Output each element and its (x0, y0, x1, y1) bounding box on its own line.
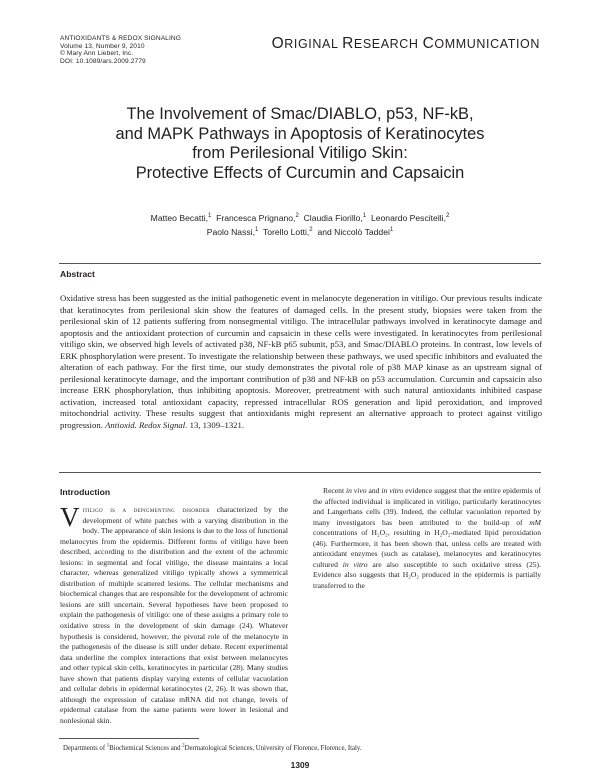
paragraph: Recent in vivo and in vitro evidence suggest that the entire epidermis of the affected individual is implicated in vitiligo, particularly keratinocytes and Langerhans cells (39). Indeed, the cellular vacuolation reported by many investigators has been attributed to the build-up of mM concentrations of H₂O₂, resulting in H₂O₂-mediated lipid peroxidation (46). Furthermore, it has been shown that, unless cells are treated with antioxidant enzymes (such as catalase), melanocytes and keratinocytes cultured in vitro are also susceptible to such oxidative stress (25). Evidence also suggests that H₂O₂ produced in the epidermis is partially transferred to the (313, 486, 542, 590)
drop-cap: V (60, 502, 80, 532)
abstract-body: Oxidative stress has been suggested as the initial pathogenetic event in melanocyte degeneration in vitiligo. Our previous results indicate that keratinocytes from perilesional skin show the features of damaged cells. In the present study, biopsies were taken from the perilesional skin of 12 patients suffering from nonsegmental vitiligo. The intracellular pathways involved in keratinocyte damage and apoptosis and the antioxidant protection of curcumin and capsaicin in these cells were investigated. In keratinocytes from perilesional vitiligo skin, we observed high levels of activated p38, NF-kB p65 subunit, p53, and Smac/DIABLO proteins. In contrast, low levels of ERK phosphorylation were present. To investigate the relationship between these pathways, we used specific inhibitors and evaluated the alteration of each pathway. For the first time, our study demonstrates the pivotal role of p38 MAP kinase as an upstream signal of perilesional keratinocyte damage, and the important contribution of p38 and NF-kB on p53 accumulation. Curcumin and capsaicin also increase ERK phosphorylation, thus inhibiting apoptosis. Moreover, pretreatment with such natural antioxidants inhibited caspase activation, increased total antioxidant capacity, repressed intracellular ROS generation and lipid peroxidation, and improved mitochondrial activity. These results suggest that antioxidants might represent an alternative approach to protect against vitiligo progression. Antioxid. Redox Signal. 13, 1309–1321. (60, 293, 542, 430)
title-line: and MAPK Pathways in Apoptosis of Keratinocytes (115, 124, 485, 143)
author-name: Francesca Prignano, (216, 213, 296, 223)
journal-volume: Volume 13, Number 9, 2010 (60, 42, 145, 50)
author-name: Torello Lotti, (262, 227, 310, 237)
author-line: Paolo Nassi,$^1$ Torello Lotti,$^2$ and Niccolò Taddei$^1$ (206, 227, 394, 237)
author-line: Matteo Becatti,$^1$ Francesca Prignano,$^2$ Claudia Fiorillo,$^1$ Leonardo Pescitelli,$^2$ (150, 213, 450, 223)
title-line: The Involvement of Smac/DIABLO, p53, NF-kB, (126, 105, 474, 123)
article-title (40, 105, 560, 183)
introduction-heading: Introduction (60, 487, 111, 497)
footnote-divider (59, 738, 199, 739)
body-column-right (313, 486, 541, 591)
affiliation-footnote: Departments of $^1$Biochemical Sciences and $^2$Dermatological Sciences, University of Florence, Florence, Italy. (63, 743, 362, 752)
citation-journal: Antioxid. Redox Signal. (105, 419, 188, 430)
author-name: Matteo Becatti, (150, 213, 208, 223)
divider (59, 472, 541, 473)
title-line: Protective Effects of Curcumin and Capsaicin (135, 163, 465, 182)
abstract-heading: Abstract (60, 269, 95, 279)
author-list (40, 211, 560, 239)
author-name: Claudia Fiorillo, (303, 213, 363, 223)
journal-name: ANTIOXIDANTS & REDOX SIGNALING (60, 35, 181, 42)
section-label: ORIGINAL RESEARCH COMMUNICATION (271, 35, 540, 52)
copyright: © Mary Ann Liebert, Inc. (60, 50, 134, 58)
body-column-left (60, 502, 289, 726)
author-name: Paolo Nassi, (206, 227, 255, 237)
title-line: from Perilesional Vitiligo Skin: (192, 144, 408, 162)
journal-info (60, 35, 181, 65)
paragraph: Vitiligo is a depigmenting disorder characterized by the development of white patches with a varying distribution in the body. The appearance of skin lesions is due to the loss of functional melanocytes from the epidermis. Different forms of vitiligo have been described, according to the distribution and the extent of the achromic lesions: in segmental and focal vitiligo, the disease maintains a local character, whereas generalized vitiligo typically shows a symmetrical distribution of multiple scattered lesions. The cellular mechanisms and biochemical changes that are responsible for the development of achromic lesions are still uncertain. Several hypotheses have been proposed to explain the pathogenesis of vitiligo: one of these assigns a primary role to oxidative stress in the development of skin damage (24). Whatever hypothesis is considered, however, the pivotal role of the melanocyte in the pathogenesis of the disease is still under debate. Recent experimental data underline the complex interactions that exist between melanocytes and other typical skin cells, keratinocytes in particular (28). Many studies have shown that patients display varying extents of cellular vacuolation and cellular debris in epidermal keratinocytes (2, 26). It was shown that, although the expression of catalase mRNA did not change, levels of epidermal catalase from the same patients were lower in lesional and nonlesional skin. (60, 502, 289, 725)
page-number: 1309 (290, 760, 310, 770)
divider (59, 263, 541, 264)
author-name: and Niccolò Taddei (317, 227, 390, 237)
author-name: Leonardo Pescitelli, (370, 213, 446, 223)
doi: DOI: 10.1089/ars.2009.2779 (60, 57, 146, 65)
